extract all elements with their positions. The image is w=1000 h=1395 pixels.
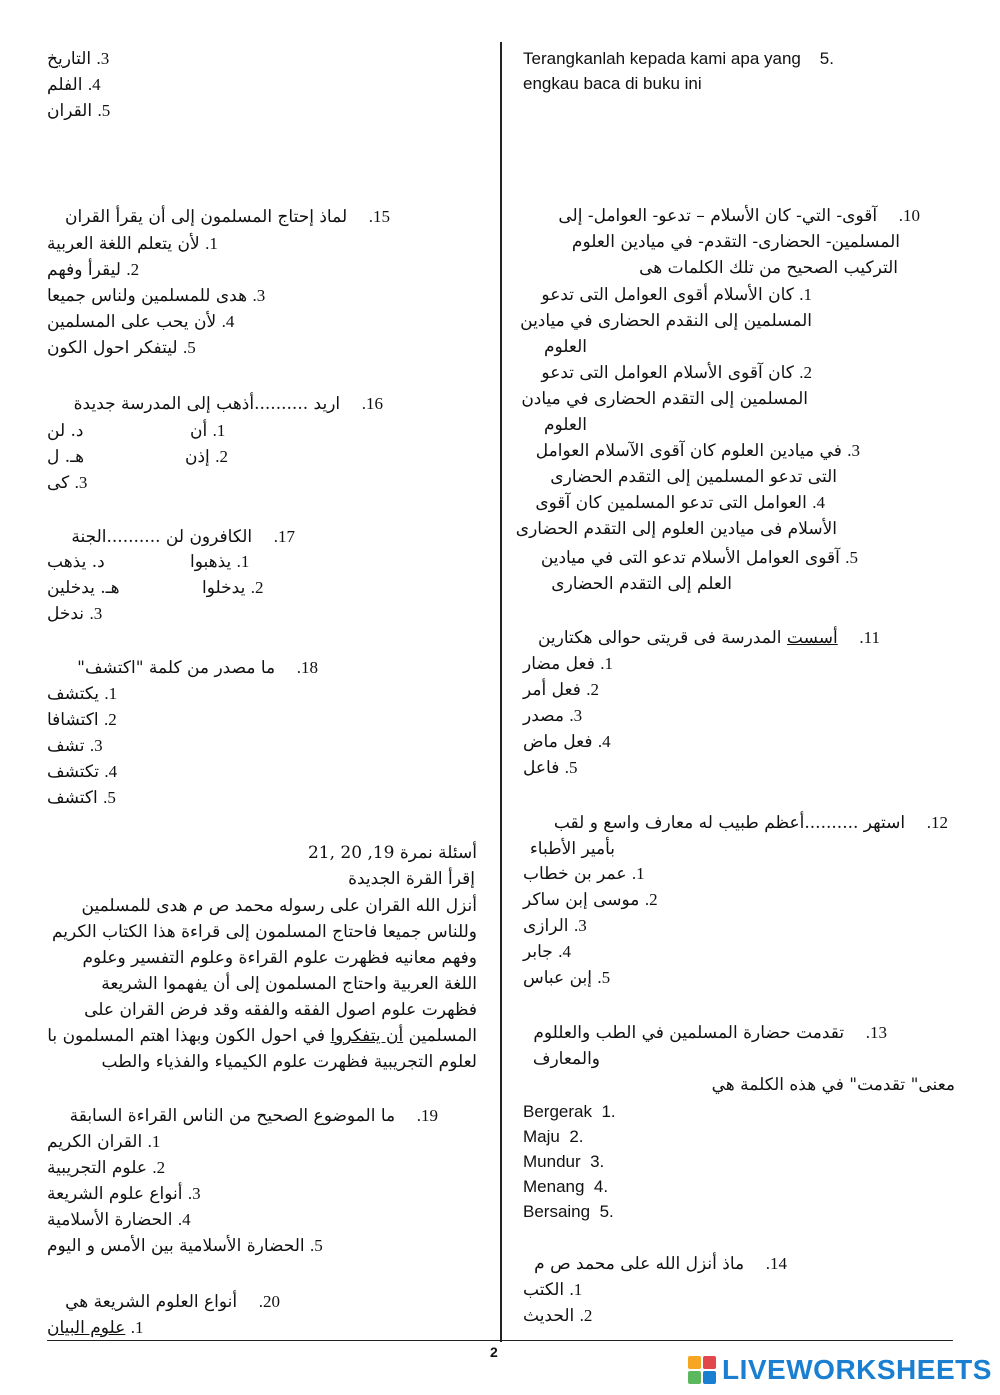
option[interactable]: 2. يدخلوا bbox=[202, 578, 264, 598]
brand-mark-square bbox=[688, 1356, 701, 1369]
option-d[interactable]: د. يذهب bbox=[47, 552, 105, 572]
question-17: 17. الكافرون لن ..........الجنة bbox=[71, 527, 295, 547]
brand-mark-square bbox=[703, 1371, 716, 1384]
question-16: 16. اريد ..........أذهب إلى المدرسة جديدة bbox=[73, 394, 383, 414]
option[interactable]: Bergerak 1. bbox=[523, 1102, 616, 1121]
option[interactable]: 2. اكتشافا bbox=[47, 710, 117, 730]
option-cont: الأسلام فى ميادين العلوم إلى التقدم الحضارى bbox=[515, 519, 837, 539]
option[interactable]: 3. في ميادين العلوم كان آقوى الآسلام العوامل bbox=[535, 441, 860, 461]
brand-name: LIVEWORKSHEETS bbox=[722, 1354, 992, 1385]
column-divider bbox=[500, 42, 502, 1342]
option[interactable]: 2. ليقرأ وفهم bbox=[47, 260, 140, 280]
reading-line: أنزل الله القران على رسوله محمد ص م هدى للمسلمين bbox=[81, 896, 477, 916]
question-19: 19. ما الموضوع الصحيح من الناس القراءة السابقة bbox=[69, 1106, 438, 1126]
option[interactable]: 3. مصدر bbox=[523, 706, 583, 726]
option-cont: العلم إلى التقدم الحضارى bbox=[551, 574, 732, 594]
option[interactable]: 1. لأن يتعلم اللغة العربية bbox=[47, 234, 218, 254]
option[interactable]: 1. عمر بن خطاب bbox=[523, 864, 645, 884]
reading-title: إقرأ القرة الجديدة bbox=[348, 869, 475, 889]
option[interactable]: 5. ليتفكر احول الكون bbox=[47, 338, 196, 358]
option-e[interactable]: هـ. ل bbox=[47, 447, 85, 467]
option[interactable]: Mundur 3. bbox=[523, 1152, 605, 1171]
option-cont: التى تدعو المسلمين إلى التقدم الحضارى bbox=[550, 467, 837, 487]
reading-line: وللناس جميعا فاحتاج المسلمون إلى قراءة هذا الكتاب الكريم bbox=[51, 922, 477, 942]
reading-line: وفهم معانيه فظهرت علوم القراءة وعلوم التفسير وعلوم bbox=[82, 948, 477, 968]
footer-rule bbox=[47, 1340, 953, 1341]
option[interactable]: Maju 2. bbox=[523, 1127, 584, 1146]
option[interactable]: 2. علوم التجريبية bbox=[47, 1158, 166, 1178]
brand-mark-icon bbox=[688, 1356, 716, 1384]
option[interactable]: 4. العوامل التى تدعو المسلمين كان آقوى bbox=[535, 493, 825, 513]
question-10: 10. آقوى- التي- كان الأسلام – تدعو- العوامل- إلى bbox=[558, 206, 920, 226]
question-10-cont: التركيب الصحيح من تلك الكلمات هى bbox=[639, 258, 898, 278]
question-12-cont: بأمير الأطباء bbox=[529, 839, 615, 859]
option[interactable]: 5. الحضارة الأسلامية بين الأمس و اليوم bbox=[47, 1236, 323, 1256]
question-13: 13. تقدمت حضارة المسلمين في الطب والعللوم bbox=[533, 1023, 887, 1043]
option[interactable]: 5. اكتشف bbox=[47, 788, 116, 808]
reading-heading: أسئلة نمرة 19, 20 ,21 bbox=[307, 843, 477, 863]
option[interactable]: 4. تكتشف bbox=[47, 762, 118, 782]
option[interactable]: 2. إذن bbox=[185, 447, 228, 467]
option[interactable]: 3. هدى للمسلمين ولناس جميعا bbox=[47, 286, 266, 306]
question-11: 11. أسست المدرسة فى قريتى حوالى هكتارين bbox=[537, 628, 880, 648]
option[interactable]: Bersaing 5. bbox=[523, 1202, 614, 1221]
question-14: 14. ماذ أنزل الله على محمد ص م bbox=[534, 1254, 787, 1274]
option[interactable]: 4. جابر bbox=[523, 942, 571, 962]
list-item: 3. التاريخ bbox=[47, 49, 110, 69]
option[interactable]: Menang 4. bbox=[523, 1177, 609, 1196]
option[interactable]: 3. أنواع علوم الشريعة bbox=[47, 1184, 201, 1204]
question-18: 18. ما مصدر من كلمة "اكتشف" bbox=[77, 658, 318, 678]
question-10-cont: المسلمين- الحضارى- التقدم- في ميادين العلوم bbox=[571, 232, 900, 252]
brand-mark-square bbox=[688, 1371, 701, 1384]
reading-line: لعلوم التجريبية فظهرت علوم الكيمياء والفذياء والطب bbox=[101, 1052, 477, 1072]
option[interactable]: 2. الحديث bbox=[523, 1306, 593, 1326]
option-cont: العلوم bbox=[543, 415, 587, 435]
option[interactable]: 1. الكتب bbox=[523, 1280, 583, 1300]
brand-mark-square bbox=[703, 1356, 716, 1369]
option[interactable]: 3. كى bbox=[47, 473, 88, 493]
option-cont: العلوم bbox=[543, 337, 587, 357]
option[interactable]: 2. موسى إبن ساكر bbox=[523, 890, 658, 910]
reading-line: فظهرت علوم اصول الفقه والفقه وقد فرض القران على bbox=[84, 1000, 477, 1020]
option-e[interactable]: هـ. يدخلين bbox=[47, 578, 120, 598]
option[interactable]: 5. إبن عباس bbox=[523, 968, 611, 988]
option[interactable]: 1. يذهبوا bbox=[190, 552, 250, 572]
option[interactable]: 2. فعل أمر bbox=[523, 680, 599, 700]
list-item: 5. القران bbox=[47, 101, 111, 121]
question-20: 20. أنواع العلوم الشريعة هي bbox=[65, 1292, 280, 1312]
option[interactable]: 4. فعل ماض bbox=[523, 732, 611, 752]
reading-line: المسلمين أن يتفكروا في احول الكون وبهذا اهتم المسلمون با bbox=[47, 1026, 477, 1046]
reading-line: اللغة العربية واحتاج المسلمون إلى أن يفهموا الشريعة bbox=[101, 974, 477, 994]
question-13-cont: والمعارف bbox=[532, 1049, 600, 1069]
option[interactable]: 4. لأن يحب على المسلمين bbox=[47, 312, 235, 332]
option[interactable]: 3. ندخل bbox=[47, 604, 103, 624]
option-cont: المسلمين إلى النقدم الحضارى في ميادين bbox=[520, 311, 812, 331]
option[interactable]: 4. الحضارة الأسلامية bbox=[47, 1210, 191, 1230]
option[interactable]: 1. فعل مضار bbox=[523, 654, 613, 674]
question-5-cont: engkau baca di buku ini bbox=[523, 74, 702, 93]
liveworksheets-logo bbox=[688, 1352, 992, 1388]
option[interactable]: 1. أن bbox=[190, 421, 226, 441]
question-13-cont: معنى" تقدمت" في هذه الكلمة هي bbox=[711, 1075, 955, 1095]
option[interactable]: 1. علوم البيان bbox=[47, 1318, 144, 1338]
option[interactable]: 5. آقوى العوامل الأسلام تدعو التى في ميادين bbox=[540, 548, 858, 568]
question-5: Terangkanlah kepada kami apa yang 5. bbox=[523, 49, 834, 68]
option[interactable]: 3. الرازى bbox=[523, 916, 587, 936]
option[interactable]: 1. يكتشف bbox=[47, 684, 118, 704]
question-15: 15. لماذ إحتاج المسلمون إلى أن يقرأ القران bbox=[65, 207, 390, 227]
option[interactable]: 1. القران الكريم bbox=[47, 1132, 161, 1152]
question-12: 12. استهر ..........أعظم طبيب له معارف واسع و لقب bbox=[553, 813, 948, 833]
option[interactable]: 2. كان آقوى الأسلام العوامل التى تدعو bbox=[541, 363, 812, 383]
option[interactable]: 1. كان الأسلام أقوى العوامل التى تدعو bbox=[541, 285, 812, 305]
option[interactable]: 3. تشف bbox=[47, 736, 103, 756]
option-cont: المسلمين إلى التقدم الحضارى في ميادن bbox=[521, 389, 808, 409]
page-number: 2 bbox=[490, 1344, 498, 1360]
option-d[interactable]: د. لن bbox=[47, 421, 84, 441]
list-item: 4. الفلم bbox=[47, 75, 101, 95]
option[interactable]: 5. فاعل bbox=[523, 758, 578, 778]
